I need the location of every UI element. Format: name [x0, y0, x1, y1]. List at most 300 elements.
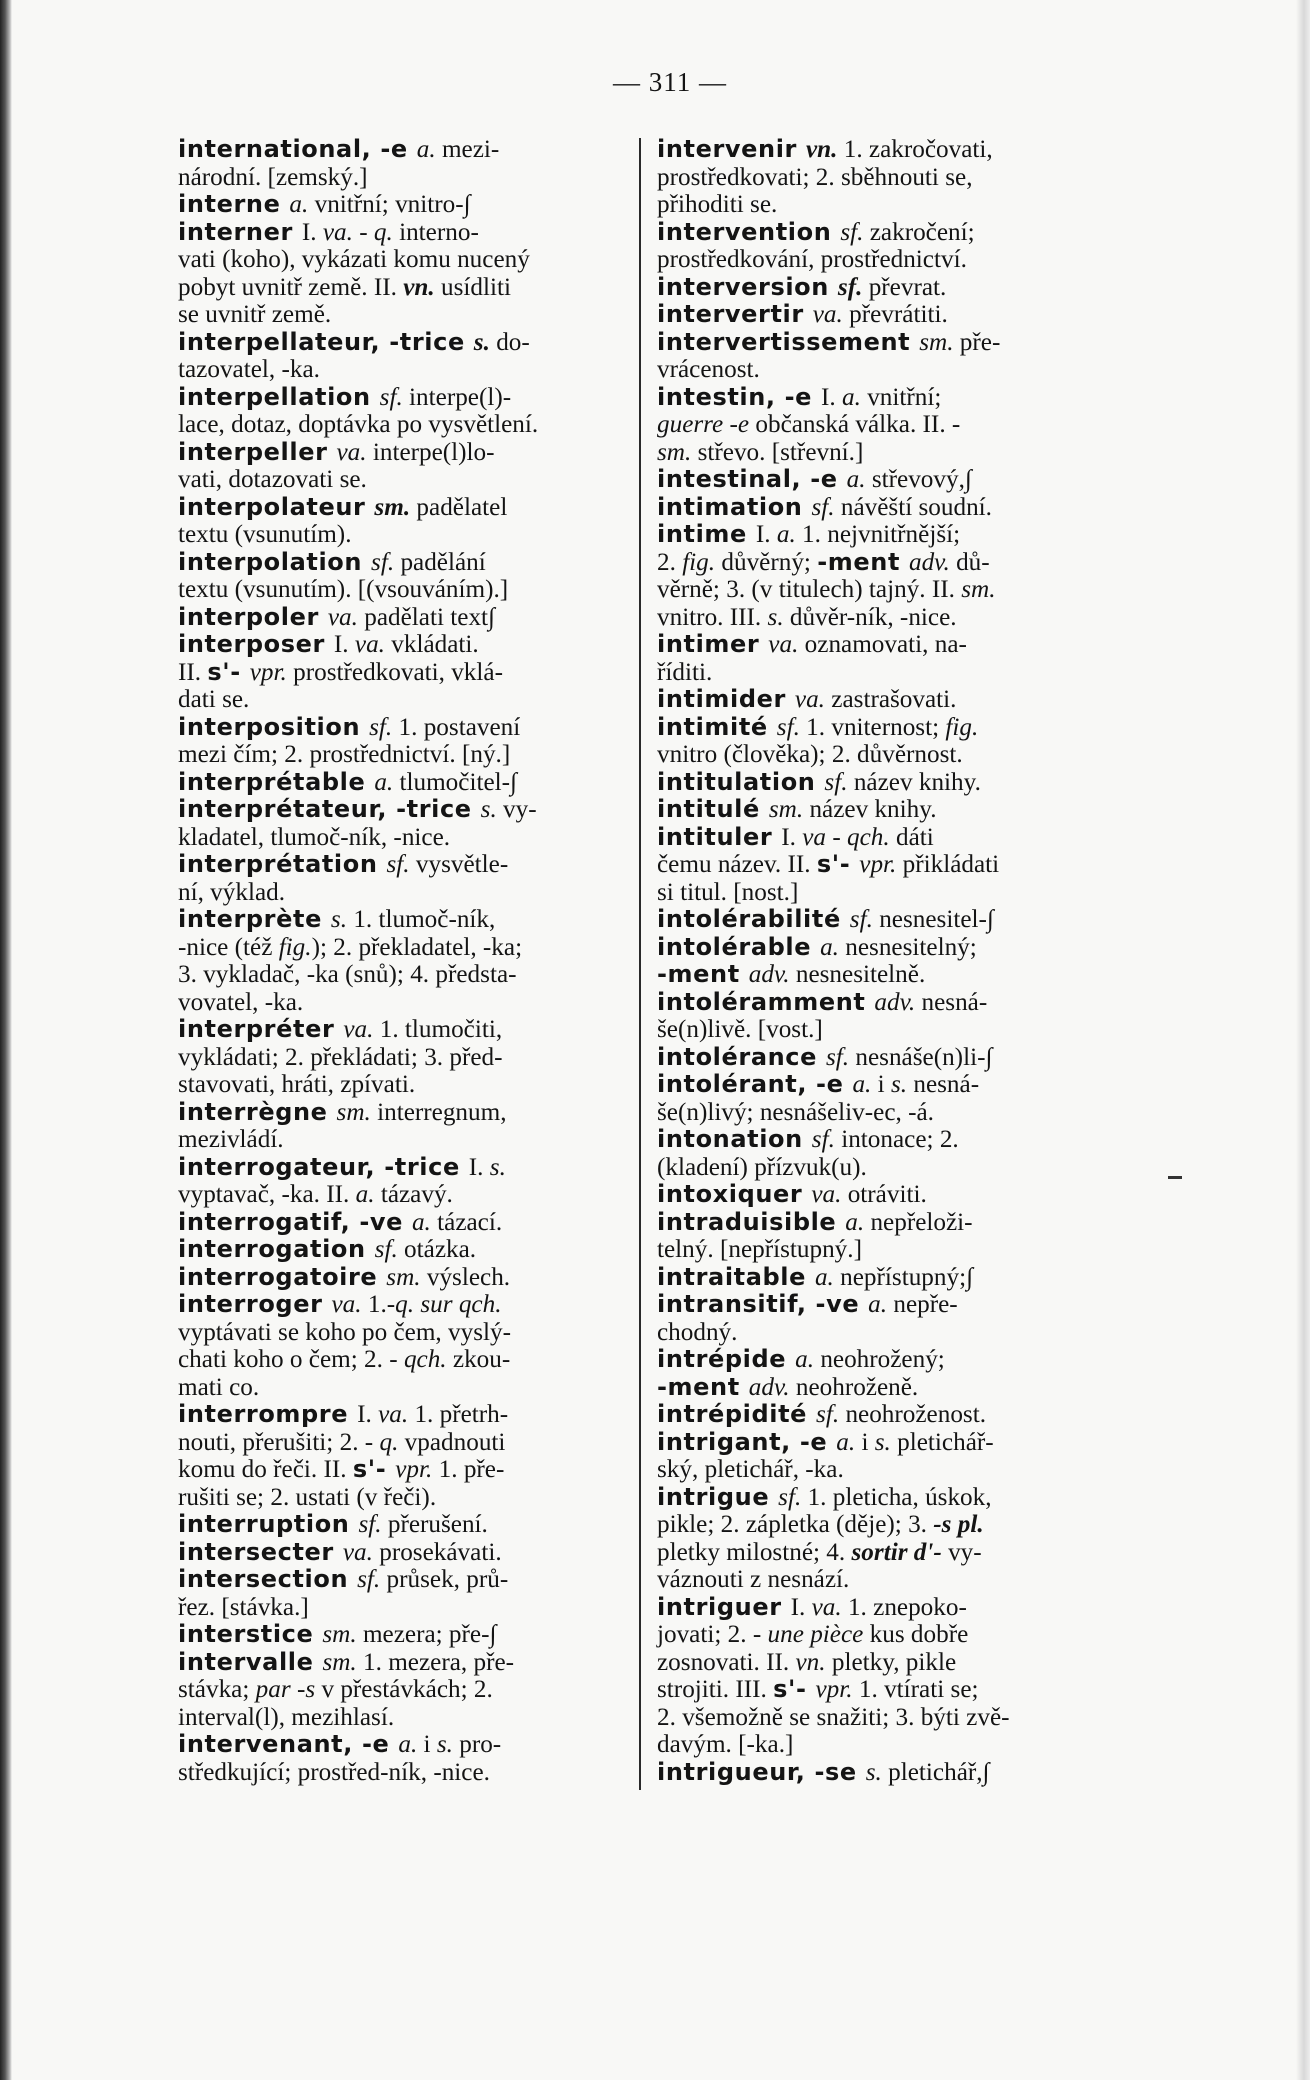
dictionary-line — [178, 1291, 643, 1319]
entry-text: textu (vsunutím). [(vsouváním).] — [178, 576, 509, 603]
headword: intersection — [178, 1565, 358, 1593]
entry-text: mezi čím; 2. prostřednictví. [ný.] — [178, 741, 511, 768]
headword: interposition — [178, 712, 370, 741]
headword: intoléramment — [657, 987, 875, 1016]
entry-text: neohroženě. — [789, 1373, 919, 1401]
entry-text: va. — [342, 1538, 373, 1566]
headword: -e — [361, 1730, 399, 1758]
dictionary-line — [178, 1264, 643, 1292]
dictionary-line — [657, 659, 1122, 687]
entry-text: vykládati; 2. překládati; 3. před- — [178, 1043, 503, 1071]
entry-text: vyptávati se koho po čem, vyslý- — [178, 1318, 511, 1346]
dictionary-line — [657, 219, 1122, 247]
entry-text: a. — [845, 1208, 865, 1236]
entry-text: 1. postavení — [392, 713, 521, 741]
dictionary-line — [178, 274, 643, 302]
headword: interprétation — [178, 850, 387, 878]
entry-text: q. sur qch. — [395, 1291, 502, 1318]
headword: -e — [799, 1427, 837, 1456]
entry-text: sf. — [816, 1401, 840, 1428]
entry-text: komu do řeči. II. — [178, 1456, 353, 1483]
entry-text: s. — [330, 906, 348, 933]
entry-text: 1. zakročovati, — [837, 136, 993, 163]
headword: -ment — [817, 547, 909, 576]
entry-text: s. — [480, 796, 497, 823]
entry-text: nesnesitelný; — [838, 933, 977, 961]
entry-text: vn. — [403, 273, 435, 301]
entry-text: řez. [stávka.] — [178, 1593, 309, 1621]
headword: intimider — [657, 685, 795, 713]
headword: intransitif, — [657, 1290, 816, 1318]
dictionary-line — [657, 1374, 1122, 1402]
entry-text: v přestávkách; 2. — [315, 1676, 493, 1703]
entry-text: lace, dotaz, doptávka po vysvětlení. — [178, 411, 539, 438]
entry-text: zakročení; — [863, 218, 975, 246]
dictionary-line — [178, 934, 643, 962]
dictionary-line — [657, 714, 1122, 742]
dictionary-line — [178, 1319, 643, 1347]
entry-text: občanská válka. II. - — [749, 411, 961, 438]
dictionary-line — [178, 961, 643, 989]
dictionary-line — [657, 439, 1122, 467]
entry-text: a. — [868, 1291, 888, 1318]
dictionary-line — [657, 1484, 1122, 1512]
dictionary-line — [657, 961, 1122, 989]
entry-text: sf. — [358, 1511, 382, 1538]
entry-text: 1. vtírati se; — [852, 1676, 979, 1703]
entry-text: padělati text∫ — [357, 603, 495, 631]
dictionary-line — [178, 1374, 643, 1402]
entry-text: vnitřní; — [860, 383, 942, 411]
entry-text: a. — [411, 1208, 431, 1236]
dictionary-line — [657, 1099, 1122, 1127]
dictionary-line — [178, 1484, 643, 1512]
entry-text: důvěr-ník, -nice. — [783, 603, 957, 631]
entry-text: sf. — [386, 851, 410, 878]
entry-text: vpr. — [815, 1676, 853, 1703]
headword: -ment — [657, 960, 749, 988]
entry-text: sm. — [919, 328, 954, 356]
entry-text: převrátiti. — [842, 301, 948, 328]
headword: intrépide — [657, 1345, 796, 1373]
headword: -ment — [657, 1372, 749, 1401]
entry-text: vati (koho), vykázati komu nucený — [178, 246, 530, 273]
entry-text: pletky, pikle — [825, 1648, 957, 1676]
entry-text: prostředkování, prostřednictví. — [657, 246, 967, 273]
entry-text: 1. znepoko- — [841, 1593, 967, 1621]
entry-text: stavovati, hráti, zpívati. — [178, 1071, 416, 1098]
entry-text: adv. — [748, 1373, 790, 1401]
dictionary-line — [657, 989, 1122, 1017]
page-number: — 311 — — [613, 67, 727, 97]
entry-text: I. — [790, 1593, 812, 1621]
entry-text: še(n)livě. [vost.] — [657, 1016, 823, 1043]
dictionary-line — [657, 1291, 1122, 1319]
entry-text: vati, dotazovati se. — [178, 466, 367, 493]
dictionary-line — [178, 714, 643, 742]
entry-text: 1.- — [361, 1291, 396, 1318]
entry-text: a. — [398, 1731, 418, 1758]
entry-text: 1. vniternost; — [799, 713, 946, 741]
entry-text: ský, pletichář, -ka. — [657, 1456, 844, 1483]
headword: interrègne — [178, 1097, 337, 1126]
entry-text: přikládati — [896, 851, 1000, 878]
dictionary-line — [657, 1264, 1122, 1292]
headword: intoxiquer — [657, 1180, 812, 1208]
entry-text: otázka. — [397, 1236, 477, 1263]
dictionary-line — [178, 741, 643, 769]
entry-text: a. — [795, 1346, 815, 1373]
entry-text: I. — [301, 218, 323, 246]
entry-text: vysvětle- — [409, 851, 509, 878]
entry-text: sm. — [768, 796, 804, 823]
entry-text: sf. — [778, 1483, 802, 1511]
entry-text: věrně; 3. (v titulech) tajný. II. — [657, 576, 962, 603]
headword: intimer — [657, 630, 769, 658]
dictionary-line — [657, 576, 1122, 604]
entry-text: důvěrný; — [715, 548, 818, 576]
entry-text: interregnum, — [370, 1098, 507, 1126]
dictionary-line — [178, 1209, 643, 1237]
entry-text: přihoditi se. — [657, 191, 778, 218]
headword: intervention — [657, 217, 841, 246]
entry-text: s. — [890, 1071, 908, 1098]
entry-text: va. — [343, 1016, 374, 1043]
entry-text: neohroženost. — [839, 1401, 987, 1428]
dictionary-line — [178, 1759, 643, 1787]
entry-text: se uvnitř země. — [178, 301, 332, 328]
entry-text: národní. [zemský.] — [178, 163, 368, 191]
headword: -e — [784, 382, 822, 411]
entry-text: mezi- — [435, 136, 500, 163]
entry-text: va. — [354, 631, 385, 658]
entry-text: sf. — [824, 768, 848, 796]
dictionary-line — [657, 1456, 1122, 1484]
dictionary-line — [657, 1236, 1122, 1264]
dictionary-line — [657, 879, 1122, 907]
headword: intitulé — [657, 795, 769, 823]
entry-text: adv. — [908, 548, 950, 576]
headword: intolérabilité — [657, 905, 850, 933]
entry-text: středkující; prostřed-ník, -nice. — [178, 1758, 490, 1786]
entry-text: ní, výklad. — [178, 878, 286, 906]
headword: interprétateur, — [178, 795, 397, 823]
dictionary-line — [657, 1731, 1122, 1759]
dictionary-line — [657, 274, 1122, 302]
dictionary-line — [657, 1676, 1122, 1704]
headword: s'- — [773, 1675, 816, 1703]
dictionary-line — [657, 686, 1122, 714]
entry-text: interpe(l)lo- — [366, 438, 495, 466]
entry-text: va. — [811, 1181, 842, 1208]
entry-text: a. — [836, 1428, 856, 1456]
dictionary-line — [178, 1649, 643, 1677]
headword: -e — [810, 465, 847, 493]
entry-text: s. — [489, 1153, 506, 1181]
entry-text: guerre -e — [657, 411, 750, 438]
dictionary-line — [178, 1594, 643, 1622]
entry-text: vpr. — [249, 658, 287, 686]
dictionary-line — [178, 1016, 643, 1044]
headword: intestin, — [657, 382, 785, 411]
entry-text: pobyt uvnitř země. II. — [178, 273, 404, 301]
headword: interpolateur — [178, 492, 375, 521]
dictionary-line — [657, 1071, 1122, 1099]
entry-text: sf. — [840, 218, 864, 246]
dictionary-line — [657, 164, 1122, 192]
headword: s'- — [352, 1455, 396, 1483]
entry-text: dů- — [949, 548, 990, 576]
entry-text: nepře- — [887, 1291, 958, 1318]
entry-text: prostředkovati; 2. sběhnouti se, — [657, 163, 973, 191]
entry-text: va. — [768, 631, 799, 658]
entry-text: pletichář- — [890, 1428, 994, 1456]
dictionary-line — [178, 1704, 643, 1732]
entry-text: adv. — [874, 988, 916, 1016]
entry-text: textu (vsunutím). — [178, 521, 352, 548]
dictionary-line — [657, 521, 1122, 549]
dictionary-line — [178, 246, 643, 274]
dictionary-line — [178, 604, 643, 632]
dictionary-line — [657, 604, 1122, 632]
entry-text: dati se. — [178, 686, 250, 713]
headword: -se — [814, 1757, 866, 1786]
dictionary-line — [178, 1099, 643, 1127]
entry-text: I. — [821, 383, 842, 411]
dictionary-line — [178, 796, 643, 824]
entry-text: výslech. — [420, 1263, 511, 1291]
dictionary-line — [178, 659, 643, 687]
entry-text: sm. — [961, 576, 996, 603]
headword: interroger — [178, 1290, 332, 1318]
dictionary-line — [178, 576, 643, 604]
entry-text: prosekávati. — [372, 1538, 502, 1566]
headword: intrigant, — [657, 1427, 800, 1456]
entry-text: 1. nejvnitřnější; — [795, 521, 961, 548]
dictionary-line — [178, 384, 643, 412]
right-column — [657, 136, 1122, 1786]
entry-text: nepřístupný;∫ — [833, 1263, 973, 1291]
dictionary-line — [657, 191, 1122, 219]
headword: intimation — [657, 492, 812, 521]
entry-text: sm. — [336, 1098, 371, 1126]
entry-text: interpe(l)- — [402, 383, 512, 411]
entry-text: interno- — [392, 218, 479, 246]
entry-text: oznamovati, na- — [798, 631, 967, 658]
dictionary-line — [657, 769, 1122, 797]
entry-text: sm. — [386, 1263, 421, 1291]
left-column — [178, 136, 643, 1786]
dictionary-line — [657, 1044, 1122, 1072]
headword: intestinal, — [657, 465, 811, 493]
headword: interner — [178, 217, 302, 246]
dictionary-line — [657, 384, 1122, 412]
entry-text: a. — [814, 1263, 834, 1291]
headword: intervenir — [657, 135, 806, 163]
entry-text: usídliti — [434, 273, 511, 301]
dictionary-line — [657, 1759, 1122, 1787]
entry-text: - — [352, 218, 374, 246]
entry-text: sf. — [849, 906, 873, 933]
headword: interprète — [178, 905, 331, 933]
dictionary-line — [178, 989, 643, 1017]
headword: -e — [816, 1070, 853, 1098]
entry-text: I. — [333, 631, 355, 658]
entry-text: strojiti. III. — [657, 1676, 774, 1703]
entry-text: qch. — [403, 1346, 447, 1373]
dictionary-line — [178, 1456, 643, 1484]
dictionary-line — [657, 906, 1122, 934]
entry-text: jovati; 2. - — [657, 1621, 768, 1648]
dictionary-line — [178, 549, 643, 577]
dictionary-line — [657, 1539, 1122, 1567]
dictionary-line — [657, 246, 1122, 274]
dictionary-line — [178, 1566, 643, 1594]
headword: intervalle — [178, 1647, 323, 1676]
entry-text: zastrašovati. — [824, 686, 957, 713]
dictionary-line — [178, 879, 643, 907]
entry-text: še(n)livý; nesnášeliv-ec, -á. — [657, 1098, 934, 1126]
entry-text: sf. — [776, 713, 800, 741]
entry-text: a. — [820, 933, 839, 961]
dictionary-line — [178, 1346, 643, 1374]
headword: intolérable — [657, 932, 821, 961]
entry-text: a. — [416, 136, 436, 163]
entry-text: 1. pleticha, úskok, — [801, 1483, 992, 1511]
headword: intervertir — [657, 300, 813, 328]
entry-text: vn. — [795, 1648, 826, 1676]
headword: -trice — [396, 795, 481, 823]
headword: s'- — [207, 657, 250, 686]
entry-text: sm. — [322, 1648, 357, 1676]
dictionary-line — [657, 934, 1122, 962]
entry-text: q. — [373, 218, 393, 246]
headword: intolérant, — [657, 1070, 817, 1098]
entry-text: pře- — [953, 328, 1001, 356]
column-divider — [639, 138, 641, 1790]
entry-text: s. — [436, 1731, 453, 1758]
entry-text: vy- — [941, 1538, 982, 1566]
dictionary-line — [178, 1621, 643, 1649]
headword: interrogation — [178, 1235, 375, 1263]
entry-text: davým. [-ka.] — [657, 1731, 794, 1758]
dictionary-line — [178, 686, 643, 714]
dictionary-line — [657, 1704, 1122, 1732]
entry-text: 1. tlumočiti, — [373, 1016, 503, 1043]
entry-text: qch. — [847, 823, 890, 851]
entry-text: nesnesitelně. — [789, 961, 926, 988]
entry-text: va. — [378, 1401, 409, 1428]
entry-text: tázací. — [430, 1208, 503, 1236]
entry-text: I. — [468, 1153, 490, 1181]
entry-text: a. — [289, 191, 309, 218]
headword: -trice — [384, 1152, 469, 1181]
dictionary-line — [657, 1566, 1122, 1594]
entry-text: I. — [755, 521, 777, 548]
headword: interrompre — [178, 1400, 358, 1428]
dictionary-line — [657, 1594, 1122, 1622]
entry-text: převrat. — [862, 273, 947, 301]
dictionary-line — [178, 301, 643, 329]
entry-text: mezivládí. — [178, 1126, 284, 1153]
entry-text: q. — [379, 1428, 399, 1456]
entry-text: s. — [865, 1758, 882, 1786]
entry-text: va — [802, 823, 827, 851]
dictionary-line — [657, 796, 1122, 824]
headword: intonation — [657, 1125, 812, 1153]
entry-text: nepřeloži- — [864, 1208, 973, 1236]
entry-text: sf. — [811, 493, 835, 521]
dictionary-line — [178, 1181, 643, 1209]
entry-text: přerušení. — [381, 1511, 488, 1538]
entry-text: otráviti. — [841, 1181, 927, 1208]
headword: intrigue — [657, 1482, 779, 1511]
entry-text: sm. — [322, 1621, 357, 1648]
entry-text: sm. — [374, 493, 411, 521]
entry-text: va. — [322, 218, 353, 246]
entry-text: -s pl. — [933, 1511, 984, 1538]
entry-text: ); 2. překladatel, -ka; — [311, 933, 523, 961]
dictionary-line — [178, 1126, 643, 1154]
entry-text: vnitro. III. — [657, 603, 768, 631]
headword: interrogatif, — [178, 1207, 360, 1236]
entry-text: interval(l), mezihlasí. — [178, 1703, 395, 1731]
entry-text: vnitro (člověka); 2. důvěrnost. — [657, 741, 963, 768]
entry-text: a. — [355, 1181, 375, 1208]
entry-text: nesnesitel-∫ — [872, 906, 994, 933]
dictionary-line — [178, 136, 643, 164]
headword: interversion — [657, 272, 838, 301]
entry-text: telný. [nepřístupný.] — [657, 1236, 862, 1263]
dictionary-line — [657, 329, 1122, 357]
dictionary-line — [178, 164, 643, 192]
entry-text: tlumočitel-∫ — [393, 768, 517, 796]
dictionary-line — [657, 1209, 1122, 1237]
headword: interposer — [178, 630, 334, 658]
headword: intrigueur, — [657, 1757, 815, 1786]
dictionary-line — [178, 356, 643, 384]
page-binding-edge — [0, 0, 12, 2080]
dictionary-line — [657, 741, 1122, 769]
entry-text: kladatel, tlumoč-ník, -nice. — [178, 823, 451, 851]
entry-text: sortir d'- — [851, 1538, 942, 1566]
entry-text: pletky milostné; 4. — [657, 1538, 852, 1566]
headword: interpeller — [178, 437, 337, 466]
entry-text: sf. — [374, 1236, 398, 1263]
dictionary-line — [657, 1319, 1122, 1347]
dictionary-line — [657, 1346, 1122, 1374]
dictionary-line — [178, 439, 643, 467]
dictionary-line — [178, 521, 643, 549]
entry-text: neohrožený; — [814, 1346, 945, 1373]
entry-text: název knihy. — [847, 768, 981, 796]
entry-text: pletichář,∫ — [881, 1758, 990, 1786]
entry-text: II. — [178, 658, 208, 686]
headword: s'- — [816, 850, 860, 878]
headword: interpellateur, — [178, 327, 390, 356]
dictionary-line — [178, 1071, 643, 1099]
headword: intriguer — [657, 1592, 791, 1621]
entry-text: sf. — [837, 273, 863, 301]
headword: interpoler — [178, 602, 328, 631]
dictionary-line — [657, 136, 1122, 164]
entry-text: zkou- — [446, 1346, 511, 1373]
entry-text: nesnáše(n)li-∫ — [849, 1043, 993, 1071]
headword: intitulation — [657, 767, 825, 796]
entry-text: sf. — [825, 1043, 850, 1071]
dictionary-line — [178, 1429, 643, 1457]
entry-text: pikle; 2. zápletka (děje); 3. — [657, 1511, 934, 1538]
